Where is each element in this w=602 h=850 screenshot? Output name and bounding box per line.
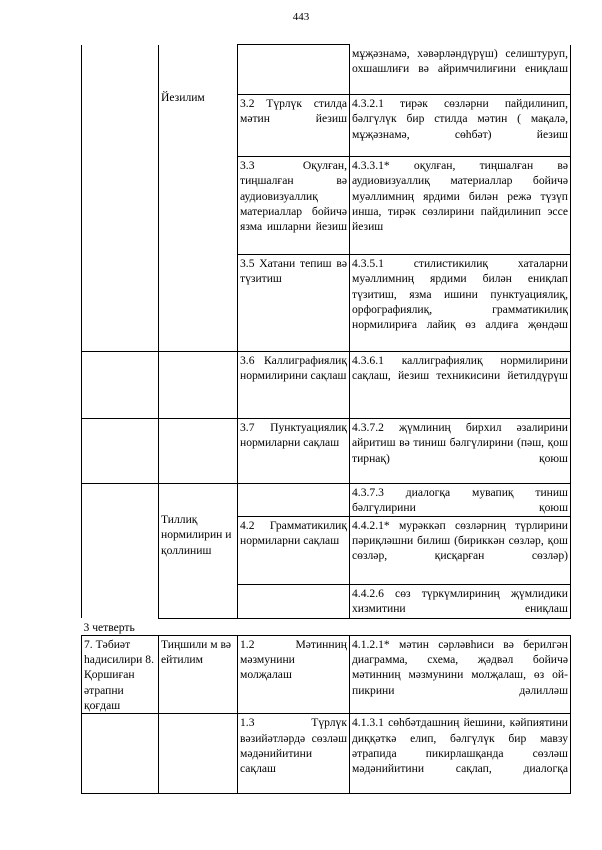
- table-row: [82, 419, 571, 484]
- subject-cell: 4.2 Грамматикилиқ нормиларни сақлаш: [238, 516, 350, 584]
- objective-cell: 4.3.7.2 җүмлиниң бирхил әзалирини айритиш вә тиниш бәлгүлирини (пәш, қош тирнақ) қоюш: [350, 419, 571, 484]
- topic-cell: [82, 45, 159, 352]
- subject-cell: 3.3 Оқулған, тиңшалған вә аудиовизуаллиқ материаллар бойичә язма ишларни йезиш: [238, 157, 350, 255]
- table-row: [82, 714, 571, 794]
- skill-cell: [159, 45, 238, 352]
- objective-cell: 4.3.6.1 каллиграфиялиқ нормилирини сақлаш, йезиш техникисини йетилдүрүш: [350, 352, 571, 419]
- quarter-row: [82, 618, 571, 635]
- subject-cell: [238, 584, 350, 618]
- skill-writing: Йезилим: [161, 90, 205, 104]
- page-number: 443: [292, 11, 310, 23]
- skill-cell: [159, 352, 238, 419]
- skill-cell: Тиңшили м вә ейтилим: [159, 635, 238, 713]
- subject-cell: 3.7 Пунктуациялиқ нормиларни сақлаш: [238, 419, 350, 484]
- objective-cell: 4.3.3.1* оқулған, тиңшалған вә аудиовизуаллиқ материаллар бойичә муәллимниң ярдими билән режә түзүп инша, тирәк сөзлирини пайдилинип эссе йезиш: [350, 157, 571, 255]
- objective-cell: 4.1.2.1* мәтин сәрләвһиси вә берилгән диаграмма, схема, җәдвәл бойичә мәтинниң мәзмунини молҗалаш, өз ой-пикрини дәлилләш: [350, 635, 571, 713]
- skill-cell: [159, 419, 238, 484]
- skill-cell: [159, 714, 238, 794]
- subject-cell: [238, 45, 350, 95]
- subject-cell: 3.6 Каллиграфиялиқ нормилирини сақлаш: [238, 352, 350, 419]
- objective-cell: 4.3.7.3 диалогқа мувапиқ тиниш бәлгүлирини қоюш: [350, 484, 571, 517]
- curriculum-table: [81, 44, 571, 794]
- objective-cell: 4.3.2.1 тирәк сөзләрни пайдилинип, бәлгүлүк бир стилда мәтин ( мақалә, мұҗәзнамә, сөһбәт) йезиш: [350, 95, 571, 157]
- table-row: [82, 352, 571, 419]
- topic-cell: 7. Тәбиәт һадисилири 8. Қоршиған әтрапни қоғдаш: [82, 635, 159, 713]
- objective-cell: мұҗәзнамә, хәвәрләндүрүш) селиштуруп, охшашлиғи вә айримчилиғини ениқлаш: [350, 45, 571, 95]
- topic-cell: [82, 419, 159, 484]
- table-row: [82, 635, 571, 713]
- skill-cell: [159, 484, 238, 619]
- subject-cell: 3.2 Түрлүк стилда мәтин йезиш: [238, 95, 350, 157]
- subject-cell: [238, 484, 350, 517]
- quarter-label: 3 четверть: [83, 620, 135, 634]
- topic-cell: [82, 714, 159, 794]
- objective-cell: 4.4.2.1* мурәккәп сөзләрниң түрлирини пәриқләшни билиш (бириккән сөзләр, қош сөзләр, қисқарған сөзләр): [350, 516, 571, 584]
- skill-language-norms: Тиллиқ нормилирин и қоллиниш: [161, 513, 232, 557]
- objective-cell: 4.1.3.1 сөһбәтдашниң йешини, кәйпиятини диққәткә елип, бәлгүлүк бир мавзу әтрапида пикирлашқанда сөзләш мәдәнийитини сақлап, диалогқа: [350, 714, 571, 794]
- table-row: [82, 45, 571, 95]
- topic-cell: [82, 484, 159, 619]
- subject-cell: 1.2 Мәтинниң мәзмунини молҗалаш: [238, 635, 350, 713]
- objective-cell: 4.3.5.1 стилистикилиқ хаталарни муәллимниң ярдими билән ениқлап түзитиш, язма ишини пунктуациялиқ, орфографиялиқ, грамматикилиқ нормилириға лайиқ өз алдиға җөндәш: [350, 255, 571, 352]
- table-row: [82, 484, 571, 517]
- subject-cell: 1.3 Түрлүк вәзийәтләрдә сөзләш мәдәнийитини сақлаш: [238, 714, 350, 794]
- subject-cell: 3.5 Хатани тепиш вә түзитиш: [238, 255, 350, 352]
- objective-cell: 4.4.2.6 сөз түркүмлириниң җүмлидики хизмитини ениқлаш: [350, 584, 571, 618]
- topic-cell: [82, 352, 159, 419]
